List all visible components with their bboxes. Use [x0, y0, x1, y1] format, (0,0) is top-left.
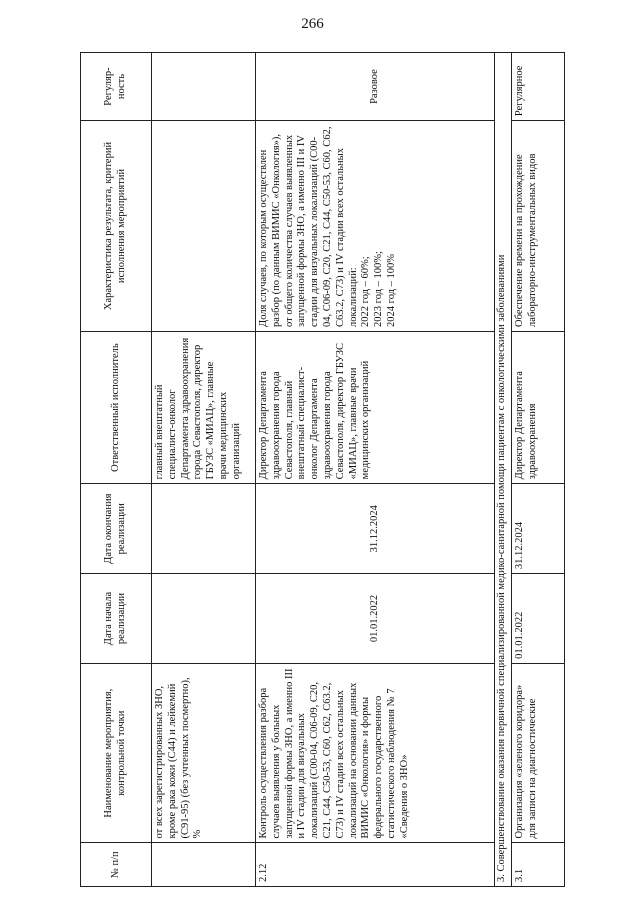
cell-name: от всех зарегистрированных ЗНО, кроме рака кожи (С44) и лейкемий (С91-95) (без учтенных посмертно), %	[152, 663, 256, 843]
cell-responsible: Директор Департамента здравоохранения	[512, 331, 565, 483]
section-title: 3. Совершенствование оказания первичной специализированной медико-санитарной помощи пациентам с онкологическими заболеваниями	[495, 53, 512, 887]
header-characteristic: Характеристика результата, критерий исполнения мероприятий	[81, 121, 152, 332]
header-responsible: Ответственный исполнитель	[81, 331, 152, 483]
cell-name: Организация «зеленого коридора» для записи на диагностические	[512, 663, 565, 843]
cell-regularity	[152, 53, 256, 121]
cell-start: 01.01.2022	[256, 574, 495, 664]
cell-regularity: Разовое	[256, 53, 495, 121]
page-number: 266	[301, 16, 324, 32]
header-num: № п/п	[81, 843, 152, 887]
header-start: Дата начала реализации	[81, 574, 152, 664]
cell-start	[152, 574, 256, 664]
cell-name: Контроль осуществления разбора случаев выявления у больных запущенной формы ЗНО, а именно III и IV стадии для визуальных локализаций (С00-04, С06-09, С20, С21, С44, С50-53, С60, С62, С63.2, С73) и IV стадии всех остальных локализаций на основании данных ВИМИС «Онкология» и формы федерального государственного статистического наблюдения № 7 «Сведения о ЗНО»	[256, 663, 495, 843]
cell-num	[152, 843, 256, 887]
cell-num: 3.1	[512, 843, 565, 887]
header-end: Дата окончания реализации	[81, 484, 152, 574]
cell-start: 01.01.2022	[512, 574, 565, 664]
target-2022: 2022 год – 60%;	[360, 256, 372, 327]
table-row-continued	[152, 53, 256, 887]
cell-end: 31.12.2024	[512, 484, 565, 574]
target-2023: 2023 год – 100%;	[373, 251, 385, 327]
section-row-3	[495, 53, 512, 887]
header-regularity: Регуляр-ность	[81, 53, 152, 121]
rotated-table-area	[80, 52, 565, 887]
cell-characteristic	[152, 121, 256, 332]
header-row	[81, 53, 152, 887]
rotated-table-container	[80, 52, 565, 887]
measures-table	[80, 52, 565, 887]
cell-responsible: главный внештатный специалист-онколог Департамента здравоохранения города Севастополя, директор ГБУЗС «МИАЦ», главные врачи медицинских организаций	[152, 331, 256, 483]
cell-characteristic	[256, 121, 495, 332]
table-row-3-1	[512, 53, 565, 887]
cell-end: 31.12.2024	[256, 484, 495, 574]
cell-characteristic: Обеспечение времени на прохождение лабораторно-инструментальных видов	[512, 121, 565, 332]
cell-responsible: Директор Департамента здравоохранения города Севастополя, главный внештатный специалист-онколог Департамента здравоохранения города Севастополя, директор ГБУЗС «МИАЦ», главные врачи медицинских организаций	[256, 331, 495, 483]
header-name: Наименование мероприятия, контрольной точки	[81, 663, 152, 843]
cell-regularity: Регулярное	[512, 53, 565, 121]
target-2024: 2024 год – 100%	[385, 253, 397, 327]
table-row-2-12	[256, 53, 495, 887]
cell-num: 2.12	[256, 843, 495, 887]
cell-end	[152, 484, 256, 574]
characteristic-text: Доля случаев, по которым осуществлен разбор (по данным ВИМИС «Онкология»), от общего количества случаев выявленных запущенной формы ЗНО, а именно III и IV стадии для визуальных локализаций (С00-04, С06-09, С20, С21, С44, С50-53, С60, С62, С63.2, С73) и IV стадии всех остальных локализаций:	[258, 126, 359, 327]
